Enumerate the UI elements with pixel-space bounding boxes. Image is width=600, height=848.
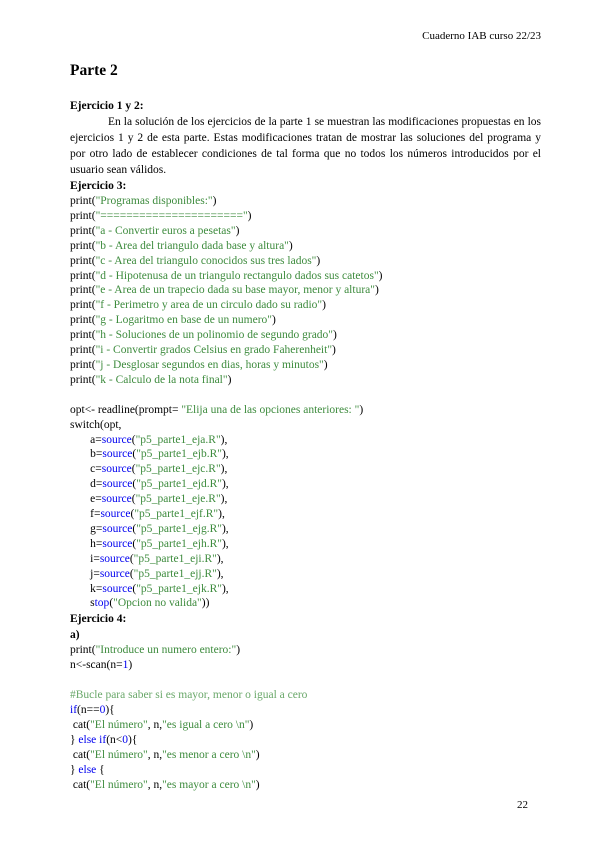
code-token: ): [249, 718, 254, 731]
section-heading-ejercicio-3: Ejercicio 3:: [70, 180, 127, 192]
code-line: [70, 224, 541, 239]
code-token: "p5_parte1_ejk.R": [136, 582, 222, 595]
code-token: "El número": [90, 718, 148, 731]
code-token: ): [332, 344, 336, 357]
code-token: }: [70, 763, 79, 776]
code-token: (n<: [106, 733, 123, 746]
code-line: [70, 313, 541, 328]
code-token: (: [132, 522, 137, 535]
code-token: "p5_parte1_ejg.R": [136, 522, 222, 535]
code-line: [70, 703, 541, 718]
code-token: source: [100, 508, 131, 521]
code-token: i=: [70, 552, 100, 565]
code-token: #Bucle para saber si es mayor, menor o igual a cero: [70, 689, 308, 702]
code-line: [70, 433, 541, 448]
code-token: cat(: [70, 718, 91, 731]
code-token: ),: [220, 463, 228, 476]
code-token: source: [99, 552, 130, 565]
code-token: , n,: [147, 748, 163, 761]
code-token: source: [102, 448, 133, 461]
code-token: "es igual a cero \n": [162, 718, 250, 731]
code-token: ),: [221, 478, 229, 491]
code-token: ): [255, 778, 260, 791]
code-token: print(: [70, 644, 96, 657]
code-token: print(: [70, 299, 96, 312]
code-token: print(: [70, 284, 96, 297]
code-line: [70, 447, 541, 462]
intro-paragraph: En la solución de los ejercicios de la parte 1 se muestran las modificaciones propuestas en los ejercicios 1 y 2 de esta parte. Estas modificaciones tratan de mostrar las soluciones del programa y por otro lado de establecer condiciones de tal forma que no todos los números introducidos por el usuario sean válidos.: [70, 116, 541, 176]
code-token: ),: [216, 567, 224, 580]
code-token: "j - Desglosar segundos en dias, horas y minutos": [95, 358, 324, 371]
code-token: ){: [128, 733, 138, 746]
code-token: {: [96, 763, 105, 776]
code-token: ): [236, 644, 241, 657]
code-line: [70, 567, 541, 582]
page-number: 22: [517, 799, 528, 811]
code-token: source: [101, 463, 132, 476]
code-token: ): [255, 748, 260, 761]
code-token: "Introduce un numero entero:": [95, 644, 237, 657]
code-token: ): [323, 358, 328, 371]
page-content: [70, 62, 541, 792]
code-token: ): [359, 403, 364, 416]
code-line: [70, 477, 541, 492]
code-token: else: [78, 733, 97, 746]
subsection-heading-a: a): [70, 629, 80, 642]
code-line: [70, 462, 541, 477]
code-token: (: [132, 582, 137, 595]
code-token: b=: [70, 448, 103, 461]
code-token: (: [109, 597, 114, 610]
code-token: , n,: [147, 718, 163, 731]
code-token: g=: [70, 522, 103, 535]
code-token: print(: [70, 254, 96, 267]
code-token: if: [99, 733, 107, 746]
code-token: s: [70, 597, 95, 610]
code-line: [70, 418, 541, 433]
code-line: [70, 596, 541, 611]
code-token: }: [70, 733, 79, 746]
code-token: j=: [70, 567, 100, 580]
code-line: [70, 239, 541, 254]
code-token: ): [333, 329, 337, 342]
code-line: [70, 537, 541, 552]
code-token: print(: [70, 239, 96, 252]
code-token: "es mayor a cero \n": [162, 778, 256, 791]
code-token: "Elija una de las opciones anteriores: ": [181, 403, 360, 416]
code-line: [70, 778, 541, 793]
code-token: ): [271, 314, 276, 327]
code-token: (: [131, 463, 136, 476]
code-token: "Programas disponibles:": [95, 195, 213, 207]
code-line: [70, 343, 541, 358]
code-token: print(: [70, 373, 96, 386]
code-token: (: [129, 552, 134, 565]
section-heading-ejercicio-4: Ejercicio 4:: [70, 613, 127, 626]
code-token: "El número": [90, 748, 148, 761]
code-line: [70, 403, 541, 418]
code-token: "======================": [95, 209, 248, 222]
code-token: else: [78, 763, 97, 776]
code-line: [70, 643, 541, 658]
code-token: print(: [70, 358, 96, 371]
code-line: [70, 763, 541, 778]
code-token: source: [101, 493, 132, 506]
code-token: "p5_parte1_eje.R": [135, 493, 221, 506]
code-token: ),: [221, 537, 229, 550]
code-line: [70, 582, 541, 597]
code-token: "g - Logaritmo en base de un numero": [95, 314, 272, 327]
code-token: cat(: [70, 778, 91, 791]
code-token: ): [322, 299, 326, 312]
code-token: a=: [70, 433, 102, 446]
code-token: source: [102, 522, 133, 535]
code-token: print(: [70, 195, 96, 207]
code-line: [70, 254, 541, 269]
code-token: "i - Convertir grados Celsius en grado Faherenheit": [95, 344, 333, 357]
code-token: (: [131, 493, 136, 506]
code-line: [70, 658, 541, 673]
code-token: print(: [70, 314, 96, 327]
code-line: [70, 673, 541, 688]
code-token: (: [131, 433, 136, 446]
code-token: source: [102, 537, 133, 550]
code-token: "p5_parte1_ejj.R": [133, 567, 217, 580]
code-token: 0: [99, 704, 106, 716]
code-token: (: [132, 478, 137, 491]
code-line: [70, 552, 541, 567]
code-token: ): [128, 659, 133, 672]
code-token: switch(opt,: [70, 418, 122, 431]
code-token: print(: [70, 269, 96, 282]
code-line: [70, 688, 541, 703]
code-token: "k - Calculo de la nota final": [95, 373, 228, 386]
code-token: 1: [122, 659, 129, 672]
code-token: d=: [70, 478, 103, 491]
code-token: print(: [70, 209, 96, 222]
code-token: if: [70, 704, 78, 716]
code-token: ){: [105, 704, 115, 716]
code-token: "p5_parte1_ejb.R": [136, 448, 222, 461]
code-token: "h - Soluciones de un polinomio de segundo grado": [95, 329, 334, 342]
code-token: ),: [220, 433, 228, 446]
code-token: ): [212, 195, 217, 207]
code-line: [70, 522, 541, 537]
code-token: "Opcion no valida": [113, 597, 202, 610]
code-token: "p5_parte1_eji.R": [133, 552, 217, 565]
code-token: source: [102, 582, 133, 595]
code-token: (: [130, 508, 135, 521]
code-token: "b - Area del triangulo dada base y altura": [95, 239, 289, 252]
code-token: ): [235, 224, 240, 237]
code-line: [70, 718, 541, 733]
code-token: print(: [70, 344, 96, 357]
code-token: ): [378, 269, 383, 282]
code-token: ): [288, 239, 293, 252]
code-token: opt<- readline(prompt=: [70, 403, 182, 416]
code-token: , n,: [147, 778, 163, 791]
code-token: "p5_parte1_eja.R": [135, 433, 221, 446]
code-token: ): [374, 284, 379, 297]
code-token: "d - Hipotenusa de un triangulo rectangulo dados sus catetos": [95, 269, 379, 282]
code-line: [70, 269, 541, 284]
code-token: "El número": [90, 778, 148, 791]
code-token: ),: [221, 448, 229, 461]
code-line: [70, 328, 541, 343]
code-token: "f - Perimetro y area de un circulo dado su radio": [95, 299, 323, 312]
code-line: [70, 507, 541, 522]
code-token: (: [132, 448, 137, 461]
code-line: [70, 492, 541, 507]
code-token: ),: [216, 552, 224, 565]
code-line: [70, 298, 541, 313]
code-token: "c - Area del triangulo conocidos sus tres lados": [95, 254, 317, 267]
code-token: k=: [70, 582, 103, 595]
code-token: print(: [70, 329, 96, 342]
code-token: ): [227, 373, 232, 386]
code-token: print(: [70, 224, 96, 237]
code-token: "e - Area de un trapecio dada su base mayor, menor y altura": [95, 284, 375, 297]
code-block-ejercicio-4a: [70, 643, 541, 792]
code-token: ): [316, 254, 321, 267]
code-token: "p5_parte1_ejf.R": [134, 508, 219, 521]
page-header: Cuaderno IAB curso 22/23: [422, 30, 541, 42]
code-token: )): [201, 597, 210, 610]
code-token: "p5_parte1_ejc.R": [135, 463, 221, 476]
code-token: ),: [221, 522, 229, 535]
code-line: [70, 733, 541, 748]
code-token: ),: [218, 508, 225, 521]
code-token: top: [94, 597, 110, 610]
code-token: (: [129, 567, 134, 580]
section-heading-ejercicio-1-2: Ejercicio 1 y 2:: [70, 100, 144, 112]
code-line: [70, 748, 541, 763]
code-line: [70, 358, 541, 373]
code-token: source: [101, 433, 132, 446]
code-token: (n==: [77, 704, 100, 716]
code-token: source: [102, 478, 133, 491]
code-token: e=: [70, 493, 102, 506]
code-token: c=: [70, 463, 102, 476]
code-token: "p5_parte1_ejd.R": [136, 478, 222, 491]
code-token: ),: [221, 582, 229, 595]
code-line: [70, 209, 541, 224]
code-line: [70, 388, 541, 403]
code-token: f=: [70, 508, 101, 521]
code-line: [70, 283, 541, 298]
code-token: h=: [70, 537, 103, 550]
code-token: 0: [122, 733, 129, 746]
code-token: (: [132, 537, 137, 550]
code-line: [70, 194, 541, 209]
code-line: [70, 373, 541, 388]
code-token: ),: [220, 493, 228, 506]
code-token: source: [99, 567, 130, 580]
code-block-ejercicio-3: [70, 194, 541, 611]
page-title: Parte 2: [70, 62, 118, 79]
code-token: "p5_parte1_ejh.R": [136, 537, 222, 550]
code-token: ): [247, 209, 252, 222]
code-token: "a - Convertir euros a pesetas": [95, 224, 236, 237]
code-token: cat(: [70, 748, 91, 761]
code-token: n<-scan(n=: [70, 659, 123, 672]
code-token: "es menor a cero \n": [162, 748, 256, 761]
